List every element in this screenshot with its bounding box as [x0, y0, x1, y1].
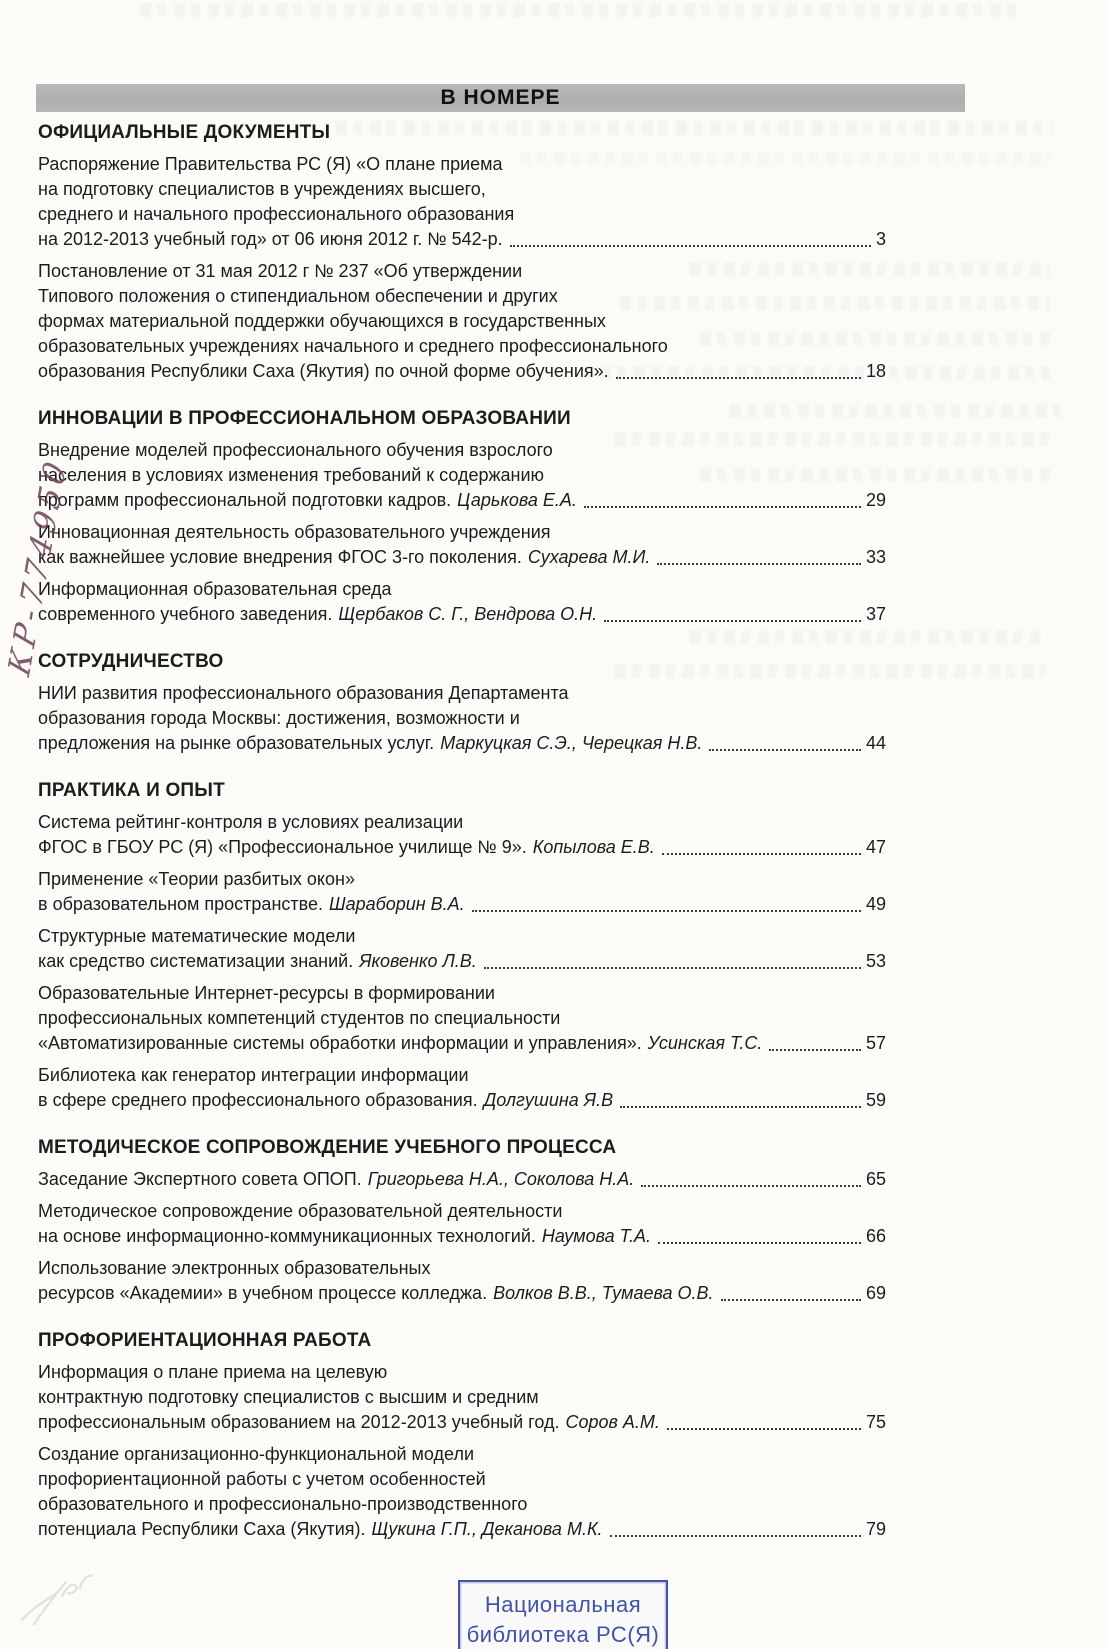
entry-line: Библиотека как генератор интеграции информации: [38, 1065, 469, 1085]
handwritten-inventory-number: КР-774950: [2, 452, 75, 681]
section-title: ИННОВАЦИИ В ПРОФЕССИОНАЛЬНОМ ОБРАЗОВАНИИ: [38, 408, 571, 429]
entry-authors: Копылова Е.В.: [532, 837, 655, 857]
toc-entry: [38, 924, 886, 974]
entry-line: Система рейтинг-контроля в условиях реализации: [38, 812, 464, 832]
entry-line: профессиональных компетенций студентов по специальности: [38, 1008, 561, 1028]
entry-line: формах материальной поддержки обучающихся в государственных: [38, 311, 606, 331]
entry-line: Применение «Теории разбитых окон»: [38, 869, 355, 889]
stamp-line-1: Национальная: [484, 1592, 642, 1617]
dotted-leader: [769, 1049, 861, 1051]
dotted-leader: [616, 377, 861, 379]
toc-entry: [38, 438, 886, 513]
entry-text: ФГОС в ГБОУ РС (Я) «Профессиональное училище № 9».: [38, 837, 527, 857]
entry-authors: Сухарева М.И.: [527, 547, 651, 567]
entry-text: потенциала Республики Саха (Якутия).: [38, 1519, 366, 1539]
entry-line: Методическое сопровождение образовательной деятельности: [38, 1201, 563, 1221]
dotted-leader: [484, 967, 861, 969]
toc-entry: [38, 1442, 886, 1542]
entry-line: контрактную подготовку специалистов с высшим и средним: [38, 1387, 539, 1407]
entry-final-line: [38, 1410, 886, 1435]
toc-entry: [38, 867, 886, 917]
toc-entry: [38, 810, 886, 860]
entry-authors: Щукина Г.П., Деканова М.К.: [371, 1519, 603, 1539]
entry-text: в сфере среднего профессионального образования.: [38, 1090, 478, 1110]
entry-page-number: 69: [865, 1283, 886, 1303]
entry-authors: Щербаков С. Г., Вендрова О.Н.: [338, 604, 598, 624]
entry-final-line: [38, 227, 886, 252]
entry-text: как важнейшее условие внедрения ФГОС 3-го поколения.: [38, 547, 522, 567]
entry-text: в образовательном пространстве.: [38, 894, 323, 914]
entry-final-line: [38, 1281, 886, 1306]
entry-text: образования Республики Саха (Якутия) по очной форме обучения».: [38, 361, 609, 381]
toc-entry: [38, 1256, 886, 1306]
issue-header-title: В НОМЕРЕ: [440, 86, 561, 109]
dotted-leader: [510, 245, 871, 247]
toc-entry: [38, 520, 886, 570]
pencil-scribble: [14, 1562, 124, 1632]
entry-line: Образовательные Интернет-ресурсы в формировании: [38, 983, 495, 1003]
entry-final-line: [38, 488, 886, 513]
entry-line: Информационная образовательная среда: [38, 579, 392, 599]
dotted-leader: [658, 1242, 861, 1244]
entry-authors: Яковенко Л.В.: [359, 951, 477, 971]
entry-text: программ профессиональной подготовки кадров.: [38, 490, 452, 510]
toc-entry: [38, 259, 886, 384]
entry-page-number: 65: [865, 1169, 886, 1189]
entry-page-number: 75: [865, 1412, 886, 1432]
entry-page-number: 79: [865, 1519, 886, 1539]
entry-text: «Автоматизированные системы обработки информации и управления».: [38, 1033, 642, 1053]
entry-line: Использование электронных образовательных: [38, 1258, 431, 1278]
entry-final-line: [38, 1088, 886, 1113]
entry-line: Внедрение моделей профессионального обучения взрослого: [38, 440, 553, 460]
toc-section: [38, 1328, 886, 1542]
entry-authors: Наумова Т.А.: [541, 1226, 652, 1246]
section-title: СОТРУДНИЧЕСТВО: [38, 651, 224, 672]
entry-final-line: [38, 359, 886, 384]
toc-entry: [38, 981, 886, 1056]
entry-final-line: [38, 602, 886, 627]
issue-header-bar: [36, 84, 965, 112]
section-title: ПРОФОРИЕНТАЦИОННАЯ РАБОТА: [38, 1330, 372, 1351]
section-title: ПРАКТИКА И ОПЫТ: [38, 780, 225, 801]
entry-line: НИИ развития профессионального образования Департамента: [38, 683, 569, 703]
toc-entry: [38, 681, 886, 756]
entry-final-line: [38, 1224, 886, 1249]
stamp-line-2: библиотека РС(Я): [466, 1622, 660, 1647]
entry-page-number: 59: [865, 1090, 886, 1110]
entry-page-number: 29: [865, 490, 886, 510]
entry-page-number: 33: [865, 547, 886, 567]
section-title: МЕТОДИЧЕСКОЕ СОПРОВОЖДЕНИЕ УЧЕБНОГО ПРОЦЕССА: [38, 1137, 617, 1158]
library-stamp: [458, 1580, 668, 1649]
entry-page-number: 44: [865, 733, 886, 753]
toc-section: [38, 649, 886, 756]
entry-authors: Волков В.В., Тумаева О.В.: [493, 1283, 714, 1303]
dotted-leader: [604, 620, 861, 622]
dotted-leader: [709, 749, 861, 751]
entry-line: Постановление от 31 мая 2012 г № 237 «Об утверждении: [38, 261, 523, 281]
dotted-leader: [620, 1106, 861, 1108]
dotted-leader: [721, 1299, 861, 1301]
entry-authors: Долгушина Я.В: [483, 1090, 614, 1110]
entry-text: как средство систематизации знаний.: [38, 951, 354, 971]
entry-line: образовательного и профессионально-производственного: [38, 1494, 528, 1514]
bleed-through-text: [140, 3, 1020, 17]
entry-text: на 2012-2013 учебный год» от 06 июня 2012 г. № 542-р.: [38, 229, 503, 249]
toc-entry: [38, 1063, 886, 1113]
toc-section: [38, 406, 886, 627]
toc-entry: [38, 1199, 886, 1249]
entry-final-line: [38, 835, 886, 860]
entry-line: образования города Москвы: достижения, возможности и: [38, 708, 520, 728]
table-of-contents: [38, 120, 886, 1564]
entry-text: современного учебного заведения.: [38, 604, 333, 624]
entry-line: Инновационная деятельность образовательного учреждения: [38, 522, 551, 542]
dotted-leader: [667, 1428, 861, 1430]
section-title: ОФИЦИАЛЬНЫЕ ДОКУМЕНТЫ: [38, 122, 331, 143]
dotted-leader: [641, 1185, 861, 1187]
entry-final-line: [38, 731, 886, 756]
entry-line: Создание организационно-функциональной модели: [38, 1444, 475, 1464]
entry-line: среднего и начального профессионального образования: [38, 204, 515, 224]
toc-entry: [38, 152, 886, 252]
entry-final-line: [38, 949, 886, 974]
entry-authors: Усинская Т.С.: [647, 1033, 763, 1053]
entry-page-number: 57: [865, 1033, 886, 1053]
entry-page-number: 49: [865, 894, 886, 914]
toc-section: [38, 1135, 886, 1306]
dotted-leader: [662, 853, 861, 855]
entry-line: населения в условиях изменения требований к содержанию: [38, 465, 545, 485]
entry-page-number: 37: [865, 604, 886, 624]
toc-entry: [38, 1360, 886, 1435]
toc-section: [38, 778, 886, 1113]
entry-final-line: [38, 545, 886, 570]
entry-authors: Григорьева Н.А., Соколова Н.А.: [367, 1169, 635, 1189]
entry-page-number: 53: [865, 951, 886, 971]
entry-line: на подготовку специалистов в учреждениях высшего,: [38, 179, 486, 199]
entry-authors: Маркуцкая С.Э., Черецкая Н.В.: [440, 733, 703, 753]
entry-text: Заседание Экспертного совета ОПОП.: [38, 1169, 362, 1189]
entry-page-number: 18: [865, 361, 886, 381]
entry-text: на основе информационно-коммуникационных технологий.: [38, 1226, 536, 1246]
toc-entry: [38, 577, 886, 627]
dotted-leader: [610, 1535, 861, 1537]
entry-line: профориентационной работы с учетом особенностей: [38, 1469, 486, 1489]
entry-final-line: [38, 892, 886, 917]
entry-text: предложения на рынке образовательных услуг.: [38, 733, 435, 753]
entry-final-line: [38, 1167, 886, 1192]
entry-line: Распоряжение Правительства РС (Я) «О плане приема: [38, 154, 503, 174]
entry-final-line: [38, 1031, 886, 1056]
entry-authors: Шараборин В.А.: [329, 894, 465, 914]
entry-page-number: 66: [865, 1226, 886, 1246]
entry-text: ресурсов «Академии» в учебном процессе колледжа.: [38, 1283, 488, 1303]
entry-authors: Соров А.М.: [565, 1412, 660, 1432]
entry-authors: Царькова Е.А.: [457, 490, 577, 510]
entry-page-number: 47: [865, 837, 886, 857]
entry-line: образовательных учреждениях начального и среднего профессионального: [38, 336, 668, 356]
entry-line: Типового положения о стипендиальном обеспечении и других: [38, 286, 558, 306]
entry-final-line: [38, 1517, 886, 1542]
entry-page-number: 3: [875, 229, 886, 249]
entry-text: профессиональным образованием на 2012-2013 учебный год.: [38, 1412, 560, 1432]
dotted-leader: [472, 910, 861, 912]
toc-section: [38, 120, 886, 384]
entry-line: Структурные математические модели: [38, 926, 356, 946]
toc-entry: [38, 1167, 886, 1192]
entry-line: Информация о плане приема на целевую: [38, 1362, 388, 1382]
dotted-leader: [584, 506, 861, 508]
dotted-leader: [657, 563, 861, 565]
